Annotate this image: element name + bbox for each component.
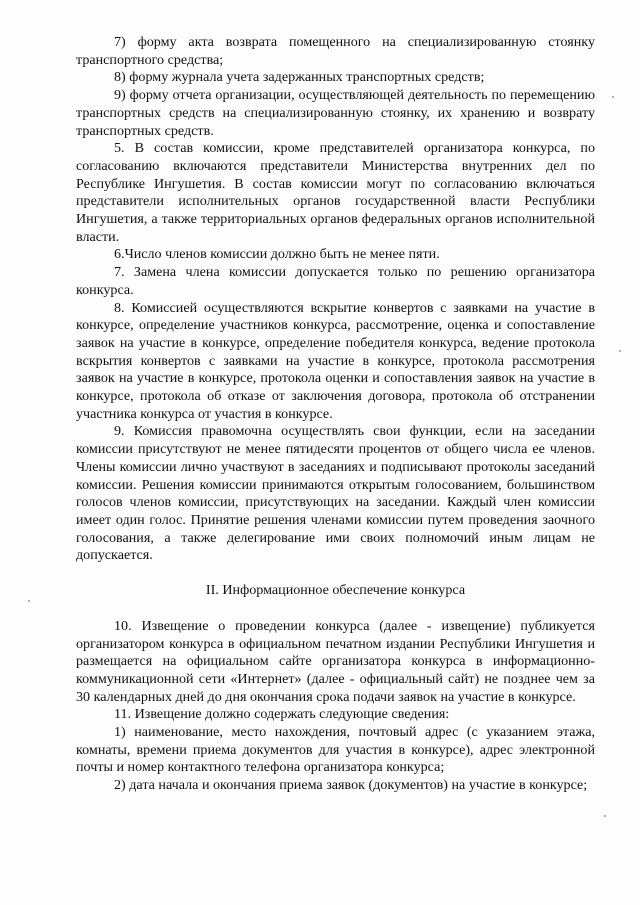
scan-speck [612, 96, 614, 98]
notice-item-2-application-dates: 2) дата начала и окончания приема заявок (документов) на участие в конкурсе; [114, 777, 588, 794]
notice-item-1-organizer-details: 1) наименование, место нахождения, почтовый адрес (с указанием этажа, комнаты, времени приема документов для участия в конкурсе), адрес электронной почты и номер контактного телефона организатора конкурса; [76, 724, 595, 776]
clause-9-commission-quorum: 9. Комиссия правомочна осуществлять свои функции, если на заседании комиссии присутствуют не менее пятидесяти процентов от общего числа ее членов. Члены комиссии лично участвуют в заседаниях и подписывают протоколы заседаний комиссии. Решения комиссии принимаются открытым голосованием, большинством голосов членов комиссии, присутствующих на заседании. Каждый член комиссии имеет один голос. Принятие решения членами комиссии путем проведения заочного голосования, а также делегирование ими своих полномочий иным лицам не допускается. [76, 423, 595, 564]
clause-11-notice-contents: 11. Извещение должно содержать следующие сведения: [114, 706, 450, 723]
scan-speck [619, 350, 621, 352]
clause-7-member-replacement: 7. Замена члена комиссии допускается только по решению организатора конкурса. [76, 264, 595, 298]
document-body [76, 34, 595, 795]
scan-speck [604, 815, 606, 817]
item-7-return-act-form: 7) форму акта возврата помещенного на специализированную стоянку транспортного средства; [76, 34, 595, 68]
item-9-organization-report-form: 9) форму отчета организации, осуществляющей деятельность по перемещению транспортных средств на специализированную стоянку, их хранению и возврату транспортных средств. [76, 87, 595, 139]
clause-10-notice-publication: 10. Извещение о проведении конкурса (далее - извещение) публикуется организатором конкурса в официальном печатном издании Республики Ингушетия и размещается на официальном сайте организатора конкурса в информационно-коммуникационной сети «Интернет» (далее - официальный сайт) не позднее чем за 30 календарных дней до дня окончания срока подачи заявок на участие в конкурсе. [76, 617, 595, 705]
clause-8-commission-duties: 8. Комиссией осуществляются вскрытие конвертов с заявками на участие в конкурсе, определение участников конкурса, рассмотрение, оценка и сопоставление заявок на участие в конкурсе, определение победителя конкурса, ведение протокола вскрытия конвертов с заявками на участие в конкурсе, протокола рассмотрения заявок на участие в конкурсе, протокола оценки и сопоставления заявок на участие в конкурсе, протокола об отказе от заключения договора, протокола об отстранении участника конкурса от участия в конкурсе. [76, 299, 595, 422]
section-heading: II. Информационное обеспечение конкурса [205, 582, 466, 599]
clause-6-member-count: 6.Число членов комиссии должно быть не менее пяти. [114, 246, 440, 263]
scan-speck [28, 600, 30, 602]
item-8-detention-log-form: 8) форму журнала учета задержанных транспортных средств; [114, 69, 485, 86]
clause-5-commission-composition: 5. В состав комиссии, кроме представителей организатора конкурса, по согласованию включаются представители Министерства внутренних дел по Республике Ингушетия. В состав комиссии могут по согласованию включаться представители исполнительных органов государственной власти Республики Ингушетия, а также территориальных органов федеральных органов исполнительной власти. [76, 140, 595, 245]
